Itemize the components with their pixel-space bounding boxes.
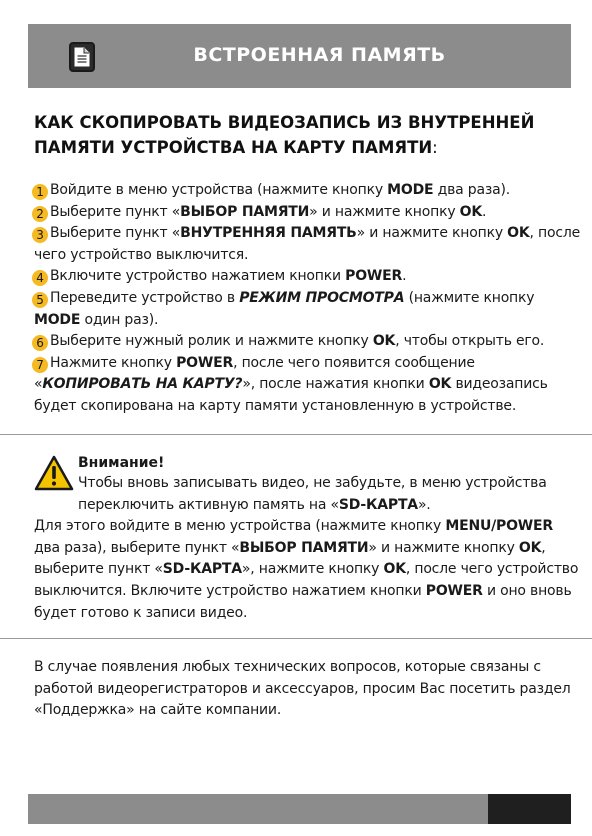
step-text: » и нажмите кнопку [309, 203, 460, 220]
warning-key: ВЫБОР ПАМЯТИ [239, 539, 369, 556]
step-text: (нажмите кнопку [404, 289, 535, 306]
step-key: POWER [176, 354, 234, 371]
step-number-badge: 6 [32, 335, 48, 351]
step-text: , после чего появится сообщение « [34, 354, 475, 393]
section-heading-colon: : [432, 138, 438, 157]
warning-key: SD-КАРТА [338, 496, 418, 513]
section-heading-text: КАК СКОПИРОВАТЬ ВИДЕОЗАПИСЬ ИЗ ВНУТРЕННЕЙ ПАМЯТИ УСТРОЙСТВА НА КАРТУ ПАМЯТИ [34, 113, 535, 157]
step-text: два раза). [433, 182, 511, 198]
divider [0, 434, 592, 435]
warning-key: OK [518, 539, 542, 556]
step-key: ВЫБОР ПАМЯТИ [180, 203, 310, 220]
step-number-badge: 3 [32, 227, 48, 243]
step-key: ВНУТРЕННЯЯ ПАМЯТЬ [180, 225, 357, 242]
warning-text: и оно вновь будет готово к записи видео. [34, 582, 572, 621]
step-number-badge: 5 [32, 292, 48, 308]
step-text: Включите устройство нажатием кнопки [50, 268, 346, 285]
warning-text: ». [417, 496, 431, 513]
step-number-badge: 7 [32, 357, 48, 373]
warning-key: OK [383, 561, 406, 578]
step-text: », после нажатия кнопки [242, 376, 429, 393]
step-text: . [402, 268, 407, 285]
divider [0, 638, 592, 639]
step-item [34, 266, 582, 288]
step-key: POWER [345, 268, 403, 285]
step-key: MODE [34, 311, 81, 328]
warning-text: , выберите пункт « [34, 539, 546, 578]
page-title: ВСТРОЕННАЯ ПАМЯТЬ [193, 44, 446, 66]
step-item [34, 353, 582, 418]
step-number-badge: 2 [32, 206, 48, 222]
warning-paragraph [34, 518, 578, 620]
step-text: Переведите устройство в [50, 289, 240, 306]
section-heading [34, 110, 554, 160]
warning-text: », нажмите кнопку [241, 561, 384, 578]
footer-page-tab [488, 794, 571, 824]
warning-key: POWER [425, 582, 483, 599]
warning-text: , после чего устройство выключится. Включите устройство нажатием кнопки [34, 561, 579, 599]
step-text: . [482, 203, 487, 220]
step-item [34, 202, 582, 224]
steps-list [34, 180, 582, 418]
step-key: OK [372, 333, 396, 350]
step-text: , чтобы открыть его. [395, 333, 545, 350]
support-paragraph: В случае появления любых технических вопросов, которые связаны с работой видеорегистраторов и аксессуаров, просим Вас посетить раздел «Поддержка» на сайте компании. [34, 659, 571, 719]
warning-text: Чтобы вновь записывать видео, не забудьте, в меню устройства переключить активную память на « [78, 475, 547, 513]
step-item [34, 223, 582, 266]
step-message: КОПИРОВАТЬ НА КАРТУ? [42, 376, 243, 393]
step-number-badge: 1 [32, 184, 48, 200]
step-mode: РЕЖИМ ПРОСМОТРА [239, 289, 405, 306]
warning-title: Внимание! [78, 455, 165, 471]
step-text: Выберите пункт « [50, 225, 181, 242]
header-bar [28, 24, 571, 88]
step-item [34, 288, 582, 331]
step-item [34, 331, 582, 353]
step-key: MODE [387, 182, 434, 198]
step-text: видеозапись будет скопирована на карту памяти установленную в устройстве. [34, 376, 548, 414]
warning-paragraph [34, 473, 580, 516]
footer-bar [28, 794, 488, 824]
step-item [34, 180, 582, 202]
step-text: » и нажмите кнопку [356, 225, 508, 242]
warning-text: » и нажмите кнопку [368, 539, 519, 556]
warning-text: два раза), выберите пункт « [34, 539, 240, 556]
step-text: Выберите пункт « [50, 203, 181, 220]
step-text: Нажмите кнопку [50, 354, 177, 371]
step-number-badge: 4 [32, 270, 48, 286]
step-text: , после чего устройство выключится. [34, 225, 581, 263]
warning-body [34, 473, 580, 624]
warning-key: MENU/POWER [445, 518, 553, 535]
warning-key: SD-КАРТА [162, 561, 242, 578]
step-text: Войдите в меню устройства (нажмите кнопку [50, 182, 388, 198]
step-text: один раз). [80, 311, 159, 328]
step-key: OK [507, 225, 530, 242]
warning-text: Для этого войдите в меню устройства (нажмите кнопку [34, 518, 446, 535]
step-key: OK [459, 203, 483, 220]
step-text: Выберите нужный ролик и нажмите кнопку [50, 333, 373, 350]
step-key: OK [428, 376, 452, 393]
